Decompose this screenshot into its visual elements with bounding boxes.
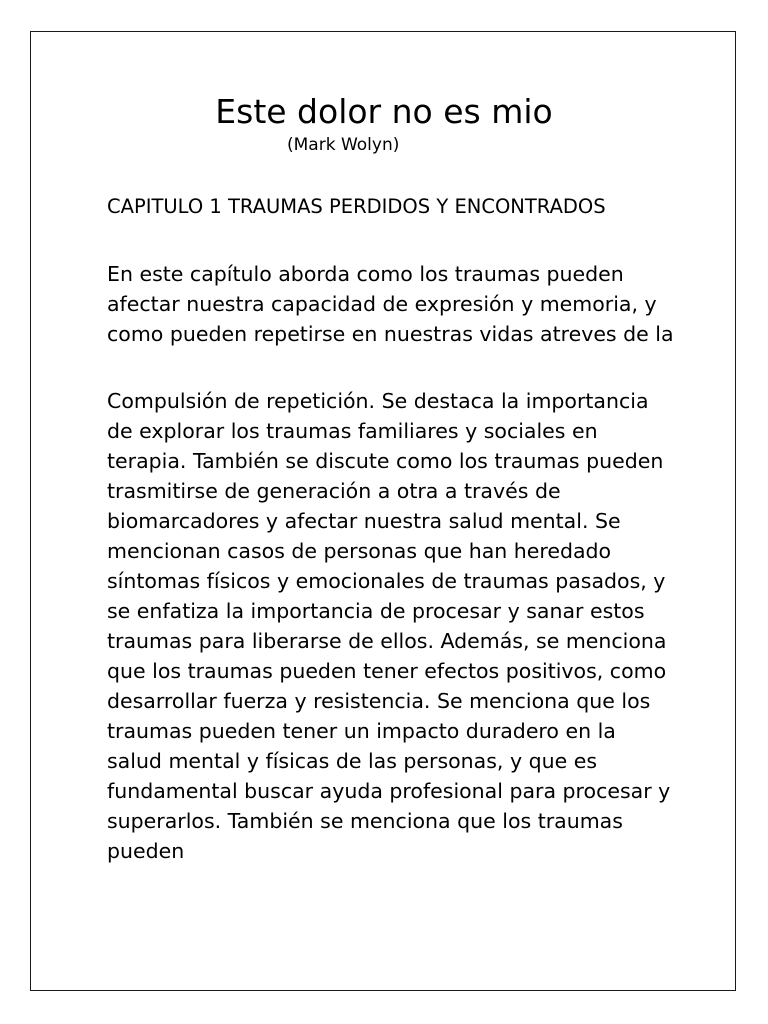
paragraph-1: En este capítulo aborda como los traumas pueden afectar nuestra capacidad de expresión y memoria, y como pueden repetirse en nuestras vidas atreves de la [107, 262, 674, 346]
document-page [30, 31, 736, 991]
document-title: Este dolor no es mio [215, 92, 553, 131]
paragraph-2: Compulsión de repetición. Se destaca la importancia de explorar los traumas familiares y sociales en terapia. También se discute como los traumas pueden trasmitirse de generación a otra a través de biomarcadores y afectar nuestra salud mental. Se mencionan casos de personas que han heredado síntomas físicos y emocionales de traumas pasados, y se enfatiza la importancia de procesar y sanar estos traumas para liberarse de ellos. Además, se menciona que los traumas pueden tener efectos positivos, como desarrollar fuerza y resistencia. Se menciona que los traumas pueden tener un impacto duradero en la salud mental y físicas de las personas, y que es fundamental buscar ayuda profesional para procesar y superarlos. También se menciona que los traumas pueden [107, 389, 671, 863]
document-author: (Mark Wolyn) [287, 135, 400, 155]
chapter-heading: CAPITULO 1 TRAUMAS PERDIDOS Y ENCONTRADOS [107, 195, 606, 218]
